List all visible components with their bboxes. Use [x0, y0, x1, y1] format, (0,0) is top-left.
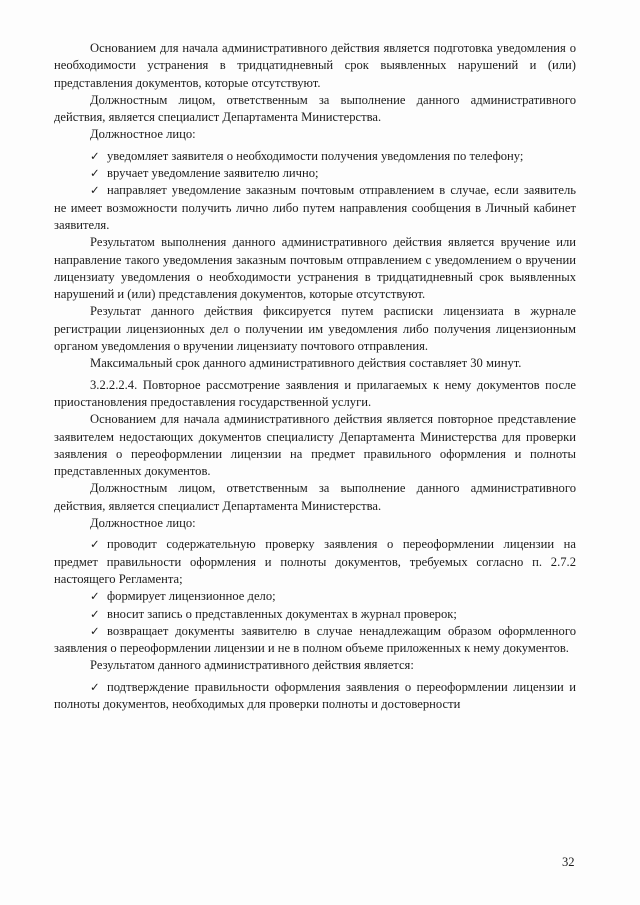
paragraph-text: вносит запись о представленных документах в журнал проверок; — [107, 606, 457, 621]
paragraph-text: Результат данного действия фиксируется путем расписки лицензиата в журнале регистрации лицензионных дел о получении им уведомления либо получения лицензионным органом уведомления о вручении лицензиату почтового отправления. — [54, 304, 576, 354]
paragraph-text: направляет уведомление заказным почтовым отправлением в случае, если заявитель не имеет возможности получить лично либо путем направления сообщения в Личный кабинет заявителя. — [54, 183, 576, 232]
bullet-item — [54, 679, 576, 714]
paragraph-text: подтверждение правильности оформления заявления о переоформлении лицензии и полноты документов, необходимых для проверки полноты и достоверности — [54, 679, 576, 711]
paragraph — [54, 355, 576, 372]
bullet-item — [54, 623, 576, 658]
page-number: 32 — [562, 855, 575, 869]
paragraph-text: Результатом выполнения данного административного действия является вручение или направление такого уведомления заказным почтовым отправлением с уведомлением о вручении лицензиату уведомления о необходимости устранения в тридцатидневный срок выявленных нарушений и (или) представления документов, которые отсутствуют. — [54, 235, 576, 302]
paragraph-text: формирует лицензионное дело; — [107, 589, 276, 604]
paragraph-text: Основанием для начала административного действия является повторное представление заявителем недостающих документов специалисту Департамента Министерства для проверки заявления о переоформлении лицензии на предмет правильного оформления и полноты представленных документов. — [54, 412, 576, 479]
paragraph — [54, 303, 576, 355]
paragraph — [54, 480, 576, 515]
paragraph-text: возвращает документы заявителю в случае ненадлежащим образом оформленного заявления о переоформлении лицензии и не в полном объеме приложенных к нему документов. — [54, 623, 576, 656]
checkmark-icon: ✓ — [90, 623, 100, 638]
checkmark-icon: ✓ — [90, 537, 100, 552]
checkmark-icon: ✓ — [90, 183, 100, 198]
paragraph-text: проводит содержательную проверку заявления о переоформлении лицензии на предмет правильности оформления и полноты документов, требуемых согласно п. 2.7.2 настоящего Регламента; — [54, 537, 576, 586]
paragraph-text: Должностное лицо: — [90, 516, 196, 531]
bullet-item — [54, 182, 576, 234]
checkmark-icon: ✓ — [90, 606, 100, 621]
bullet-item — [54, 536, 576, 588]
paragraph-text: 3.2.2.2.4. Повторное рассмотрение заявления и прилагаемых к нему документов после приостановления предоставления государственной услуги. — [54, 377, 576, 409]
paragraph-text: Максимальный срок данного административного действия составляет 30 минут. — [90, 356, 522, 371]
bullet-item — [54, 588, 576, 605]
bullet-item — [54, 606, 576, 623]
paragraph — [54, 657, 576, 674]
checkmark-icon: ✓ — [90, 679, 100, 694]
bullet-item — [54, 148, 576, 165]
paragraph — [54, 234, 576, 303]
bullet-item — [54, 165, 576, 182]
paragraph-text: Должностное лицо: — [90, 127, 196, 142]
paragraph — [54, 40, 576, 92]
paragraph — [54, 515, 576, 532]
paragraph-text: Результатом данного административного действия является: — [90, 658, 414, 673]
paragraph — [54, 92, 576, 127]
paragraph-text: Должностным лицом, ответственным за выполнение данного административного действия, является специалист Департамента Министерства. — [54, 481, 576, 513]
paragraph-text: Основанием для начала административного действия является подготовка уведомления о необходимости устранения в тридцатидневный срок выявленных нарушений и (или) представления документов, которые отсутствуют. — [54, 41, 576, 90]
checkmark-icon: ✓ — [90, 166, 100, 181]
paragraph — [54, 126, 576, 143]
paragraph — [54, 411, 576, 480]
paragraph-text: Должностным лицом, ответственным за выполнение данного административного действия, является специалист Департамента Министерства. — [54, 92, 576, 125]
paragraph — [54, 377, 576, 412]
checkmark-icon: ✓ — [90, 148, 100, 163]
paragraph-text: уведомляет заявителя о необходимости получения уведомления по телефону; — [107, 148, 524, 163]
document-body — [54, 40, 576, 713]
checkmark-icon: ✓ — [90, 589, 100, 604]
paragraph-text: вручает уведомление заявителю лично; — [107, 166, 319, 181]
